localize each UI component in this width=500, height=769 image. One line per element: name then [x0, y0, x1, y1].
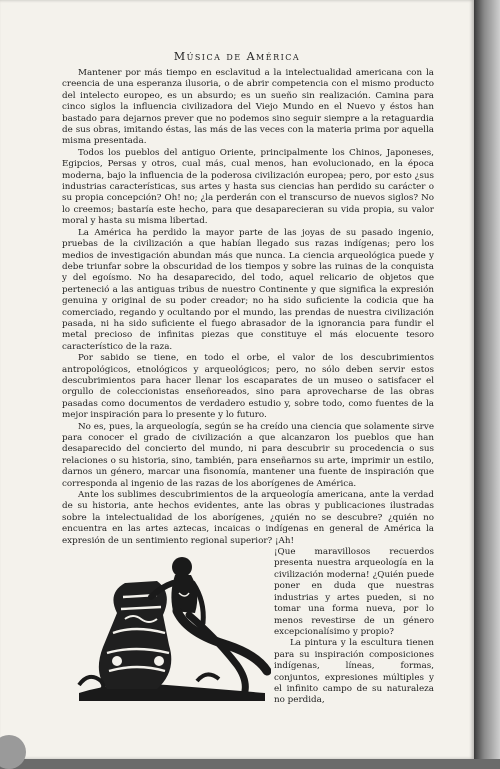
column-paragraph: ¡Que maravillosos recuerdos presenta nuestra arqueología en la civilización moderna! ¿Quién puede poner en duda que nuestras industrias y artes pueden, si no tomar una forma nueva, por lo menos revestirse de un género excepcionalísimo y propio? [274, 547, 434, 637]
column-paragraph: La pintura y la escultura tienen para su inspiración composiciones indígenas, líneas, formas, conjuntos, expresiones múltiples y el infinito campo de su naturaleza no perdida, [274, 638, 434, 706]
page-edge [474, 0, 500, 759]
paragraph: La América ha perdido la mayor parte de las joyas de su pasado ingenio, pruebas de la civilización a que habían llegado sus razas indígenas; pero los medios de investigación abundan más que nunca. La ciencia arqueológica puede y debe triunfar sobre la obscuridad de los tiempos y sobre las ruinas de la conquista y del egoísmo. No ha desaparecido, del todo, aquel relicario de objetos que perteneció a las antiguas tribus de nuestro Continente y que significa la expresión genuina y original de su poder creador; no ha sido suficiente la codicia que ha comerciado, regando y ocultando por el mundo, las prendas de nuestra civilización pasada, ni ha sido suficiente el fuego abrasador de la ignorancia para fundir el metal precioso de infinitas piezas que constituye el más elocuente tesoro característico de la raza. [62, 227, 434, 352]
paragraph: Por sabido se tiene, en todo el orbe, el valor de los descubrimientos antropológicos, etnológicos y arqueológicos; pero, no sólo deben servir estos descubrimientos para hacer llenar los escaparates de un museo o satisfacer el orgullo de coleccionistas enseñoreados, sino para aprovecharse de las obras pasadas como documentos de verdadero estudio y, sobre todo, como fuentes de la mejor inspiración para lo presente y lo futuro. [62, 353, 434, 421]
paragraph: Todos los pueblos del antiguo Oriente, principalmente los Chinos, Japoneses, Egipcios, Persas y otros, cual más, cual menos, han evolucionado, en la época moderna, bajo la influencia de la poderosa civilización europea; pero, por esto ¿sus industrias características, sus artes y hasta sus ciencias han perdido su carácter o su propia concepción? Oh! no; ¿la perderán con el transcurso de nuevos siglos? No lo creemos; bastaría este hecho, para que desaparecieran su vida propia, su valor moral y hasta su misma libertad. [62, 147, 434, 227]
running-header: Música de América [173, 50, 301, 63]
body-text [62, 68, 434, 713]
paragraph: Mantener por más tiempo en esclavitud a la intelectualidad americana con la creencia de una esperanza ilusoria, o de abrir competencia con el mismo producto del intelecto europeo, es un absurdo; es un sueño sin realización. Camina para cinco siglos la influencia civilizadora del Viejo Mundo en el Nuevo y éstos han bastado para dejarnos prever que no podemos sino seguir siempre a la retaguardia de sus obras, imitando éstas, las más de las veces con la materia prima por aquella misma presentada. [62, 68, 434, 147]
woodcut-illustration [77, 553, 271, 703]
figure-with-column [62, 547, 434, 713]
paragraph: No es, pues, la arqueología, según se ha creído una ciencia que solamente sirve para conocer el grado de civilización a que alcanzaron los pueblos que han desaparecido del concierto del mundo, ni para descubrir su procedencia o sus relaciones o su historia, sino, también, para enseñarnos su arte, imprimir un estilo, darnos un género, marcar una fisonomía, mantener una fuente de inspiración que corresponda al ingenio de las razas de los aborígenes de América. [62, 421, 434, 489]
paragraph: Ante los sublimes descubrimientos de la arqueología americana, ante la verdad de su historia, ante hechos evidentes, ante las obras y publicaciones ilustradas sobre la intelectualidad de los aborígenes, ¿quién no se descubre? ¿quién no encuentra en las artes aztecas, incaicas o indígenas en general de América la expresión de un sentimiento regional superior? ¡Ah! [62, 490, 434, 546]
page-corner-shadow [0, 735, 26, 769]
